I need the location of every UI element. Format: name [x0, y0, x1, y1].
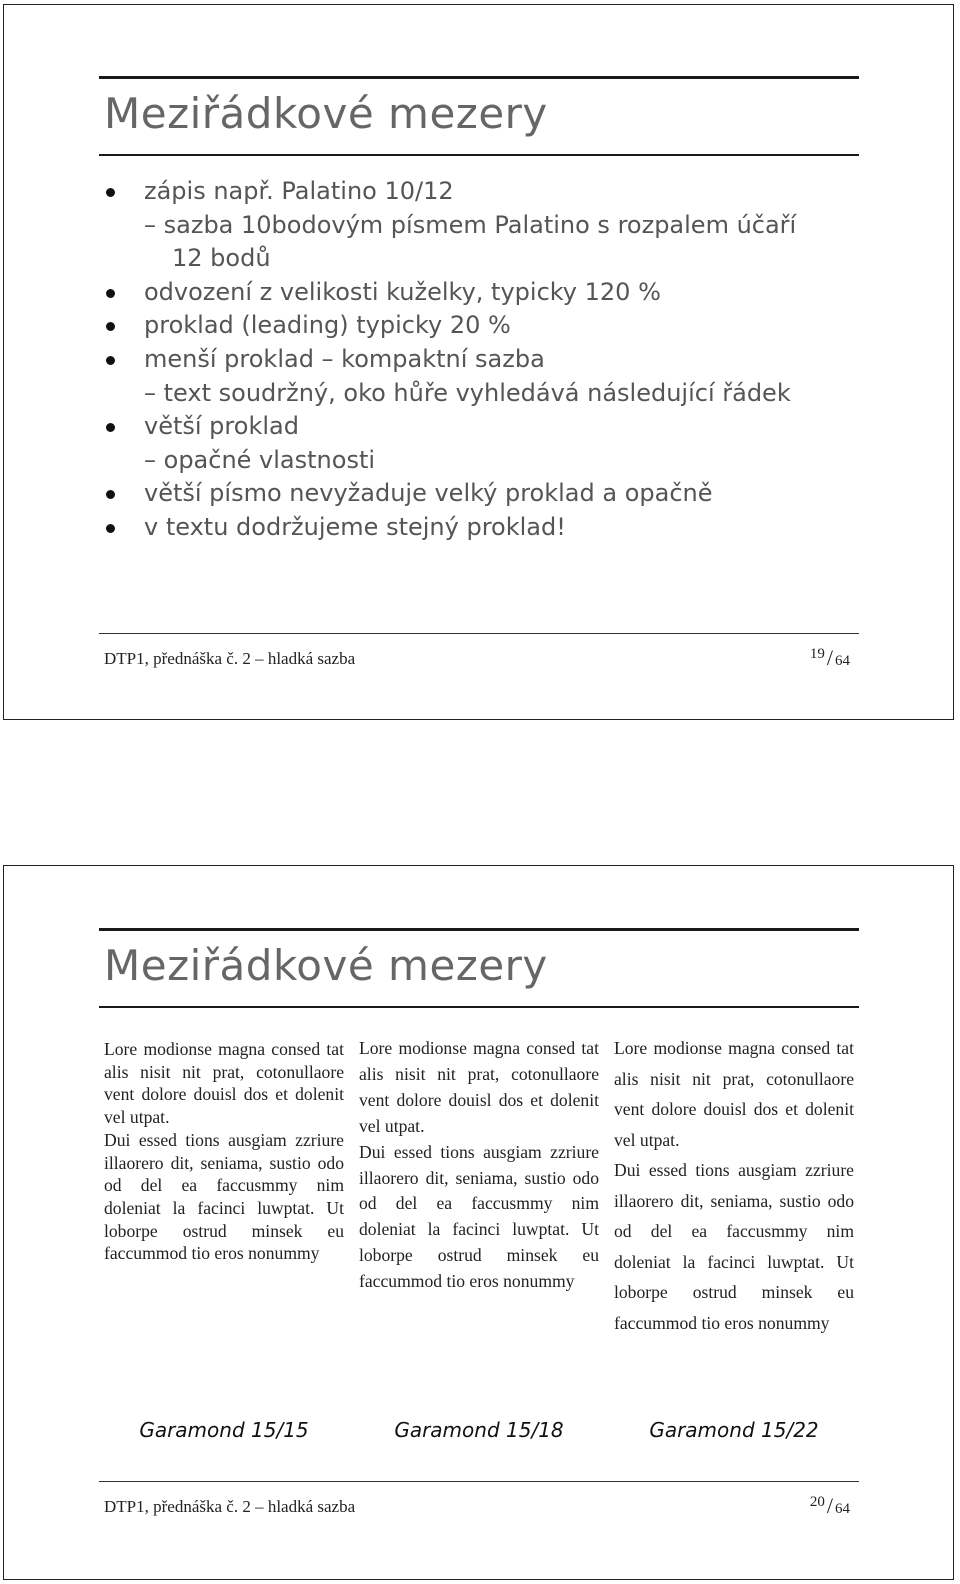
sub-bullet-continuation: 12 bodů — [172, 244, 271, 273]
caption-15-15: Garamond 15/15 — [139, 1418, 309, 1442]
bullet-item: odvození z velikosti kuželky, typicky 120 % — [104, 276, 796, 310]
title-bottom-rule — [99, 1006, 859, 1008]
bullet-item: větší písmo nevyžaduje velký proklad a opačně — [104, 477, 796, 511]
caption-15-18: Garamond 15/18 — [394, 1418, 564, 1442]
page-separator: / — [826, 1493, 833, 1518]
total-pages: 64 — [835, 653, 850, 669]
current-page: 20 — [809, 1494, 825, 1510]
sub-bullet-item: – sazba 10bodovým písmem Palatino s rozpalem účaří — [144, 210, 797, 239]
bullet-item: proklad (leading) typicky 20 % — [104, 309, 796, 343]
text-sample-15-15 — [104, 1038, 344, 1265]
footer-course: DTP1, přednáška č. 2 – hladká sazba — [104, 1497, 356, 1516]
page-number — [810, 645, 850, 671]
current-page: 19 — [809, 646, 825, 662]
bullet-item: menší proklad – kompaktní sazba — [104, 343, 796, 377]
sample-paragraph: Dui essed tions ausgiam zzriure illaorero dit, seniama, sustio odo od del ea faccusmmy nim doleniat la facinci luwptat. Ut loborpe ostrud minsek eu faccummod tio eros nonummy — [614, 1160, 854, 1333]
sample-paragraph: Dui essed tions ausgiam zzriure illaorero dit, seniama, sustio odo od del ea faccusmmy nim doleniat la facinci luwptat. Ut loborpe ostrud minsek eu faccummod tio eros nonummy — [359, 1141, 599, 1292]
sample-paragraph: Lore modionse magna consed tat alis nisit nit prat, cotonullaore vent dolore douisl dos et dolenit vel utpat. — [614, 1038, 854, 1150]
caption-15-22: Garamond 15/22 — [649, 1418, 819, 1442]
text-sample-15-18 — [359, 1036, 599, 1295]
footer-rule — [99, 1481, 859, 1482]
bullet-list — [104, 175, 796, 545]
page-number — [810, 1493, 850, 1519]
slide-20 — [3, 865, 954, 1580]
bullet-item: v textu dodržujeme stejný proklad! — [104, 511, 796, 545]
title-top-rule — [99, 76, 859, 79]
footer-course: DTP1, přednáška č. 2 – hladká sazba — [104, 649, 356, 668]
total-pages: 64 — [835, 1501, 850, 1517]
sample-paragraph: Lore modionse magna consed tat alis nisit nit prat, cotonullaore vent dolore douisl dos et dolenit vel utpat. — [359, 1038, 599, 1136]
text-sample-15-22 — [614, 1033, 854, 1338]
sample-paragraph: Lore modionse magna consed tat alis nisit nit prat, cotonullaore vent dolore douisl dos et dolenit vel utpat. — [104, 1039, 344, 1128]
footer-rule — [99, 633, 859, 634]
bullet-item: zápis např. Palatino 10/12 — [104, 175, 796, 209]
slide-title: Meziřádkové mezery — [104, 941, 548, 990]
title-bottom-rule — [99, 154, 859, 156]
sub-bullet-item: – opačné vlastnosti — [144, 445, 376, 474]
slide-title: Meziřádkové mezery — [104, 89, 548, 138]
sample-paragraph: Dui essed tions ausgiam zzriure illaorero dit, seniama, sustio odo od del ea faccusmmy nim doleniat la facinci luwptat. Ut loborpe ostrud minsek eu faccummod tio eros nonummy — [104, 1129, 344, 1264]
page-separator: / — [826, 645, 833, 670]
bullet-item: větší proklad — [104, 410, 796, 444]
sub-bullet-item: – text soudržný, oko hůře vyhledává následující řádek — [144, 378, 791, 407]
slide-19 — [3, 4, 954, 720]
title-top-rule — [99, 928, 859, 931]
